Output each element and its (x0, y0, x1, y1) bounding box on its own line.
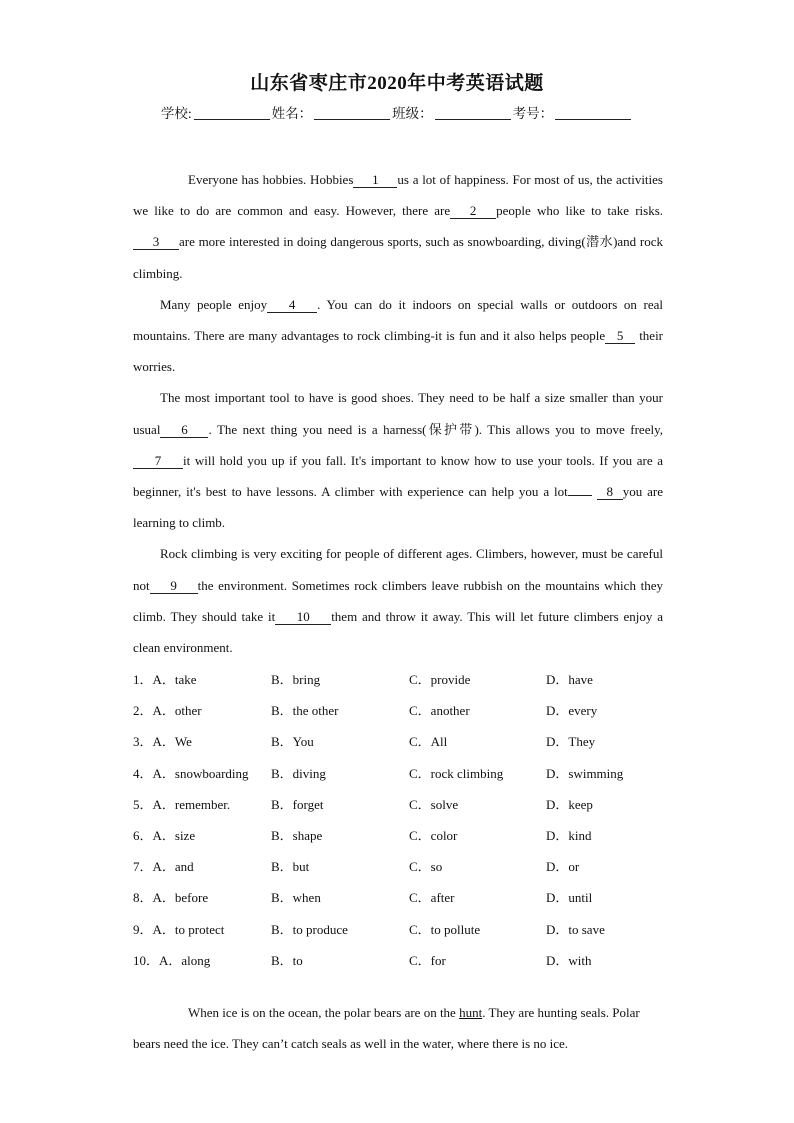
option-d[interactable]: D．keep (546, 796, 593, 812)
blank-5: 5 (605, 329, 635, 344)
option-b[interactable]: B．to (271, 952, 303, 968)
option-row (133, 789, 693, 820)
text: Many people enjoy (160, 296, 268, 312)
text: are more interested in doing dangerous sports, such as snowboarding, diving(潜水)and rock climbing. (133, 234, 663, 281)
option-a[interactable]: 5．A．remember. (133, 796, 231, 812)
option-b[interactable]: B．shape (271, 827, 323, 843)
option-b[interactable]: B．bring (271, 672, 321, 687)
option-a[interactable]: 2．A．other (133, 703, 202, 719)
text: . The next thing you need is a harness(保护带). This allows you to move freely, (208, 421, 663, 437)
blank-8: 8 (597, 485, 623, 500)
text: Rock climbing is very exciting for people of different ages. Climbers, however, must be careful not (133, 546, 663, 593)
option-c[interactable]: C．so (409, 859, 443, 875)
blank-6: 6 (160, 423, 208, 438)
exam-no-label: 考号： (512, 106, 554, 121)
option-row (133, 664, 693, 695)
blank-3: 3 (133, 235, 179, 250)
text: When ice is on the ocean, the polar bears are on the (188, 1005, 456, 1020)
option-row (133, 914, 693, 945)
option-b[interactable]: B．forget (271, 796, 324, 812)
options-list (133, 664, 693, 976)
option-d[interactable]: D．swimming (546, 765, 624, 781)
option-d[interactable]: D．until (546, 890, 593, 906)
option-b[interactable]: B．when (271, 890, 321, 906)
text: their worries. (133, 328, 664, 375)
blank-2: 2 (450, 204, 496, 219)
blank-4: 4 (267, 298, 317, 313)
text: . They are hunting seals. Polar bears need the ice. They can’t catch seals as well in the water, where there is no ice. (133, 1005, 640, 1052)
exam-no-blank[interactable] (555, 106, 631, 120)
option-row (133, 820, 693, 851)
option-row (133, 726, 693, 757)
blank-1: 1 (353, 173, 397, 188)
class-label: 班级： (392, 106, 433, 121)
option-b[interactable]: B．the other (271, 703, 339, 719)
option-c[interactable]: C．color (409, 827, 458, 843)
school-label: 学校: (160, 106, 192, 121)
blank-9: 9 (150, 579, 198, 594)
option-b[interactable]: B．You (271, 734, 314, 750)
school-blank[interactable] (194, 106, 270, 120)
option-c[interactable]: C．for (409, 952, 446, 968)
option-row (133, 851, 693, 882)
student-info-line (0, 102, 794, 122)
option-c[interactable]: C．another (409, 703, 470, 719)
option-c[interactable]: C．to pollute (409, 921, 481, 937)
option-d[interactable]: D．have (546, 672, 593, 687)
option-a[interactable]: 9．A．to protect (133, 921, 225, 937)
option-row (133, 945, 693, 976)
blank-10: 10 (275, 610, 331, 625)
option-d[interactable]: D．or (546, 859, 580, 875)
paragraph-3 (133, 382, 663, 538)
passage-1 (133, 164, 663, 663)
blank-8-lead (568, 495, 592, 496)
option-c[interactable]: C．rock climbing (409, 765, 504, 781)
paragraph-5 (133, 997, 663, 1059)
option-d[interactable]: D．every (546, 703, 598, 719)
option-c[interactable]: C．after (409, 890, 455, 906)
option-d[interactable]: D．with (546, 952, 592, 968)
option-d[interactable]: D．They (546, 734, 596, 750)
text: them and throw it away. This will let future climbers enjoy a clean environment. (133, 608, 663, 656)
option-a[interactable]: 1．A．take (133, 672, 197, 687)
text: people who like to take risks. (496, 203, 663, 219)
underlined-word-hunt: hunt (459, 1005, 483, 1020)
option-c[interactable]: C．All (409, 734, 448, 750)
blank-7: 7 (133, 454, 183, 469)
option-a[interactable]: 7．A．and (133, 859, 194, 875)
option-d[interactable]: D．kind (546, 827, 592, 843)
paragraph-4 (133, 538, 663, 663)
option-a[interactable]: 10．A．along (133, 952, 211, 968)
option-row (133, 882, 693, 913)
class-blank[interactable] (435, 106, 511, 120)
name-blank[interactable] (314, 106, 390, 120)
option-a[interactable]: 3．A．We (133, 734, 192, 750)
page-title: 山东省枣庄市2020年中考英语试题 (250, 73, 544, 94)
option-a[interactable]: 6．A．size (133, 827, 196, 843)
option-c[interactable]: C．solve (409, 796, 459, 812)
text: The most important tool to have is good shoes. They need to be half a size smaller than your usual (133, 390, 663, 437)
option-row (133, 758, 693, 789)
text: . You can do it indoors on special walls or outdoors on real mountains. There are many advantages to rock climbing-it is fun and it also helps people (133, 296, 663, 344)
option-b[interactable]: B．diving (271, 765, 326, 781)
name-label: 姓名： (271, 106, 313, 121)
paragraph-2 (133, 289, 663, 383)
option-c[interactable]: C．provide (409, 672, 471, 687)
option-a[interactable]: 8．A．before (133, 890, 209, 906)
paragraph-1 (133, 164, 663, 289)
text: the environment. Sometimes rock climbers leave rubbish on the mountains which they climb. They should take it (133, 577, 663, 624)
text: Everyone has hobbies. Hobbies (188, 172, 354, 187)
text: us a lot of happiness. For most of us, the activities we like to do are common and easy. However, there are (133, 172, 663, 219)
passage-2 (133, 997, 663, 1059)
option-b[interactable]: B．but (271, 859, 310, 875)
option-row (133, 695, 693, 726)
option-b[interactable]: B．to produce (271, 921, 348, 937)
option-d[interactable]: D．to save (546, 921, 605, 937)
option-a[interactable]: 4．A．snowboarding (133, 765, 249, 781)
text: it will hold you up if you fall. It's important to know how to use your tools. If you are a beginner, it's best to have lessons. A climber with experience can help you a lot (133, 452, 663, 500)
text: you are learning to climb. (133, 484, 664, 531)
